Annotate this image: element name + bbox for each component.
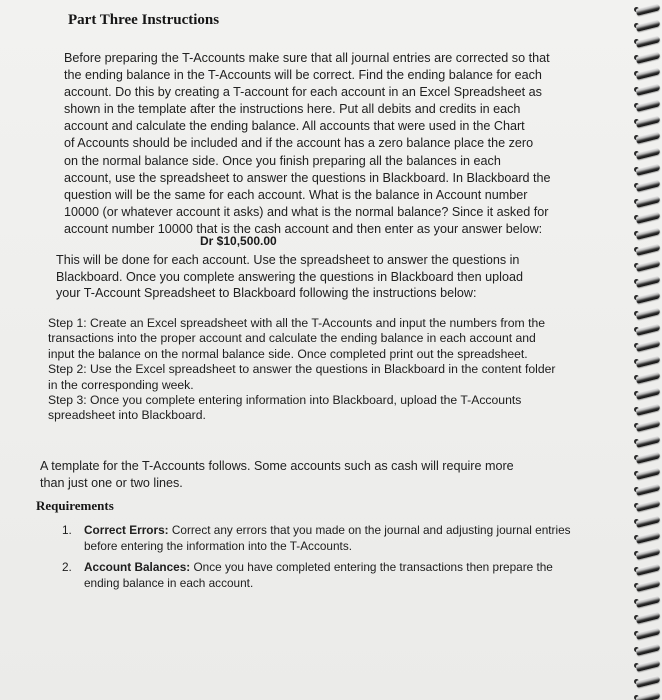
step-line: Step 2: Use the Excel spreadsheet to answer the questions in Blackboard in the content folder	[48, 362, 556, 377]
spiral-coil	[632, 4, 660, 16]
spiral-coil	[632, 548, 660, 560]
spiral-coil	[632, 20, 660, 32]
spiral-coil	[632, 212, 660, 224]
spiral-coil	[632, 244, 660, 256]
spiral-coil	[632, 36, 660, 48]
spiral-coil	[632, 68, 660, 80]
requirement-number: 2.	[62, 559, 72, 574]
intro-line: of Accounts should be included and if the account has a zero balance place the zero	[64, 136, 534, 151]
step-line: Step 3: Once you complete entering information into Blackboard, upload the T-Accounts	[48, 393, 522, 408]
requirement-item	[62, 559, 572, 592]
spiral-coil	[632, 292, 660, 304]
requirement-heading: Account Balances:	[84, 559, 191, 574]
intro-line: shown in the template after the instructions here. Put all debits and credits in each	[64, 102, 521, 117]
requirement-text: Once you have completed entering the transactions then prepare the	[193, 559, 553, 574]
step-line: input the balance on the normal balance side. Once completed print out the spreadsheet.	[48, 346, 528, 361]
spiral-coil	[632, 532, 660, 544]
spiral-coil	[632, 452, 660, 464]
intro-line: Before preparing the T-Accounts make sure that all journal entries are corrected so that	[64, 51, 550, 65]
step-line: transactions into the proper account and calculate the ending balance in each account and	[48, 331, 536, 346]
spiral-coil	[632, 52, 660, 64]
spiral-coil	[632, 132, 660, 144]
spiral-coil	[632, 100, 660, 112]
template-note	[40, 458, 560, 492]
requirements-list	[62, 522, 572, 596]
spiral-coil	[632, 260, 660, 272]
intro-line: account number 10000 that is the cash account and then enter as your answer below:	[64, 221, 543, 236]
spiral-coil	[632, 356, 660, 368]
spiral-coil	[632, 324, 660, 336]
example-answer: Dr $10,500.00	[200, 234, 277, 248]
requirement-body	[84, 522, 571, 555]
spiral-coil	[632, 500, 660, 512]
spiral-coil	[632, 516, 660, 528]
requirement-heading: Correct Errors:	[84, 523, 169, 537]
intro-line: on the normal balance side. Once you finish preparing all the balances in each	[64, 153, 501, 168]
page-title: Part Three Instructions	[68, 12, 220, 28]
bleed-through-text	[460, 18, 463, 32]
spiral-coil	[632, 596, 660, 608]
template-line: A template for the T-Accounts follows. Some accounts such as cash will require more	[40, 459, 514, 473]
spiral-coil	[632, 308, 660, 320]
requirements-title: Requirements	[36, 498, 114, 513]
spiral-coil	[632, 484, 660, 496]
step-line: Step 1: Create an Excel spreadsheet with all the T-Accounts and input the numbers from the	[48, 316, 546, 330]
spiral-coil	[632, 196, 660, 208]
intro-line: account, use the spreadsheet to answer the questions in Blackboard. In Blackboard the	[64, 170, 551, 185]
requirement-text: Correct any errors that you made on the journal and adjusting journal entries	[171, 523, 571, 537]
requirement-number: 1.	[62, 523, 72, 537]
spiral-coil	[632, 388, 660, 400]
intro-line: account and calculate the ending balance. All accounts that were used in the Chart	[64, 119, 525, 134]
intro-line: question will be the same for each account. What is the balance in Account number	[64, 187, 528, 202]
spiral-coil	[632, 148, 660, 160]
steps-block	[48, 316, 568, 424]
intro-line: account. Do this by creating a T-account for each account in an Excel Spreadsheet as	[64, 85, 542, 100]
after-answer-line: Blackboard. Once you complete answering the questions in Blackboard then upload	[56, 269, 523, 284]
spiral-coil	[632, 164, 660, 176]
after-answer-paragraph	[56, 252, 592, 302]
spiral-coil	[632, 564, 660, 576]
intro-paragraph	[64, 50, 600, 238]
spiral-coil	[632, 692, 660, 700]
spiral-coil	[632, 660, 660, 672]
after-answer-line: This will be done for each account. Use the spreadsheet to answer the questions in	[56, 253, 520, 267]
spiral-coil	[632, 628, 660, 640]
requirement-item	[62, 522, 572, 555]
intro-line: 10000 (or whatever account it asks) and what is the normal balance? Since it asked for	[64, 204, 549, 219]
spiral-coil	[632, 84, 660, 96]
requirement-text: ending balance in each account.	[84, 576, 254, 591]
step-line: in the corresponding week.	[48, 377, 194, 392]
template-line: than just one or two lines.	[40, 476, 183, 490]
spiral-coil	[632, 404, 660, 416]
requirement-body	[84, 559, 553, 592]
spiral-coil	[632, 340, 660, 352]
spiral-coil	[632, 436, 660, 448]
spiral-coil	[632, 580, 660, 592]
spiral-coil	[632, 180, 660, 192]
step-line: spreadsheet into Blackboard.	[48, 408, 206, 423]
spiral-coil	[632, 276, 660, 288]
spiral-coil	[632, 228, 660, 240]
spiral-coil	[632, 676, 660, 688]
spiral-coil	[632, 372, 660, 384]
requirement-text: before entering the information into the T-Accounts.	[84, 539, 352, 554]
spiral-coil	[632, 612, 660, 624]
spiral-coil	[632, 468, 660, 480]
intro-line: the ending balance in the T-Accounts will be correct. Find the ending balance for each	[64, 68, 542, 83]
spiral-coil	[632, 644, 660, 656]
spiral-coil	[632, 420, 660, 432]
after-answer-line: your T-Account Spreadsheet to Blackboard following the instructions below:	[56, 286, 477, 301]
spiral-coil	[632, 116, 660, 128]
spiral-binding	[628, 0, 662, 700]
